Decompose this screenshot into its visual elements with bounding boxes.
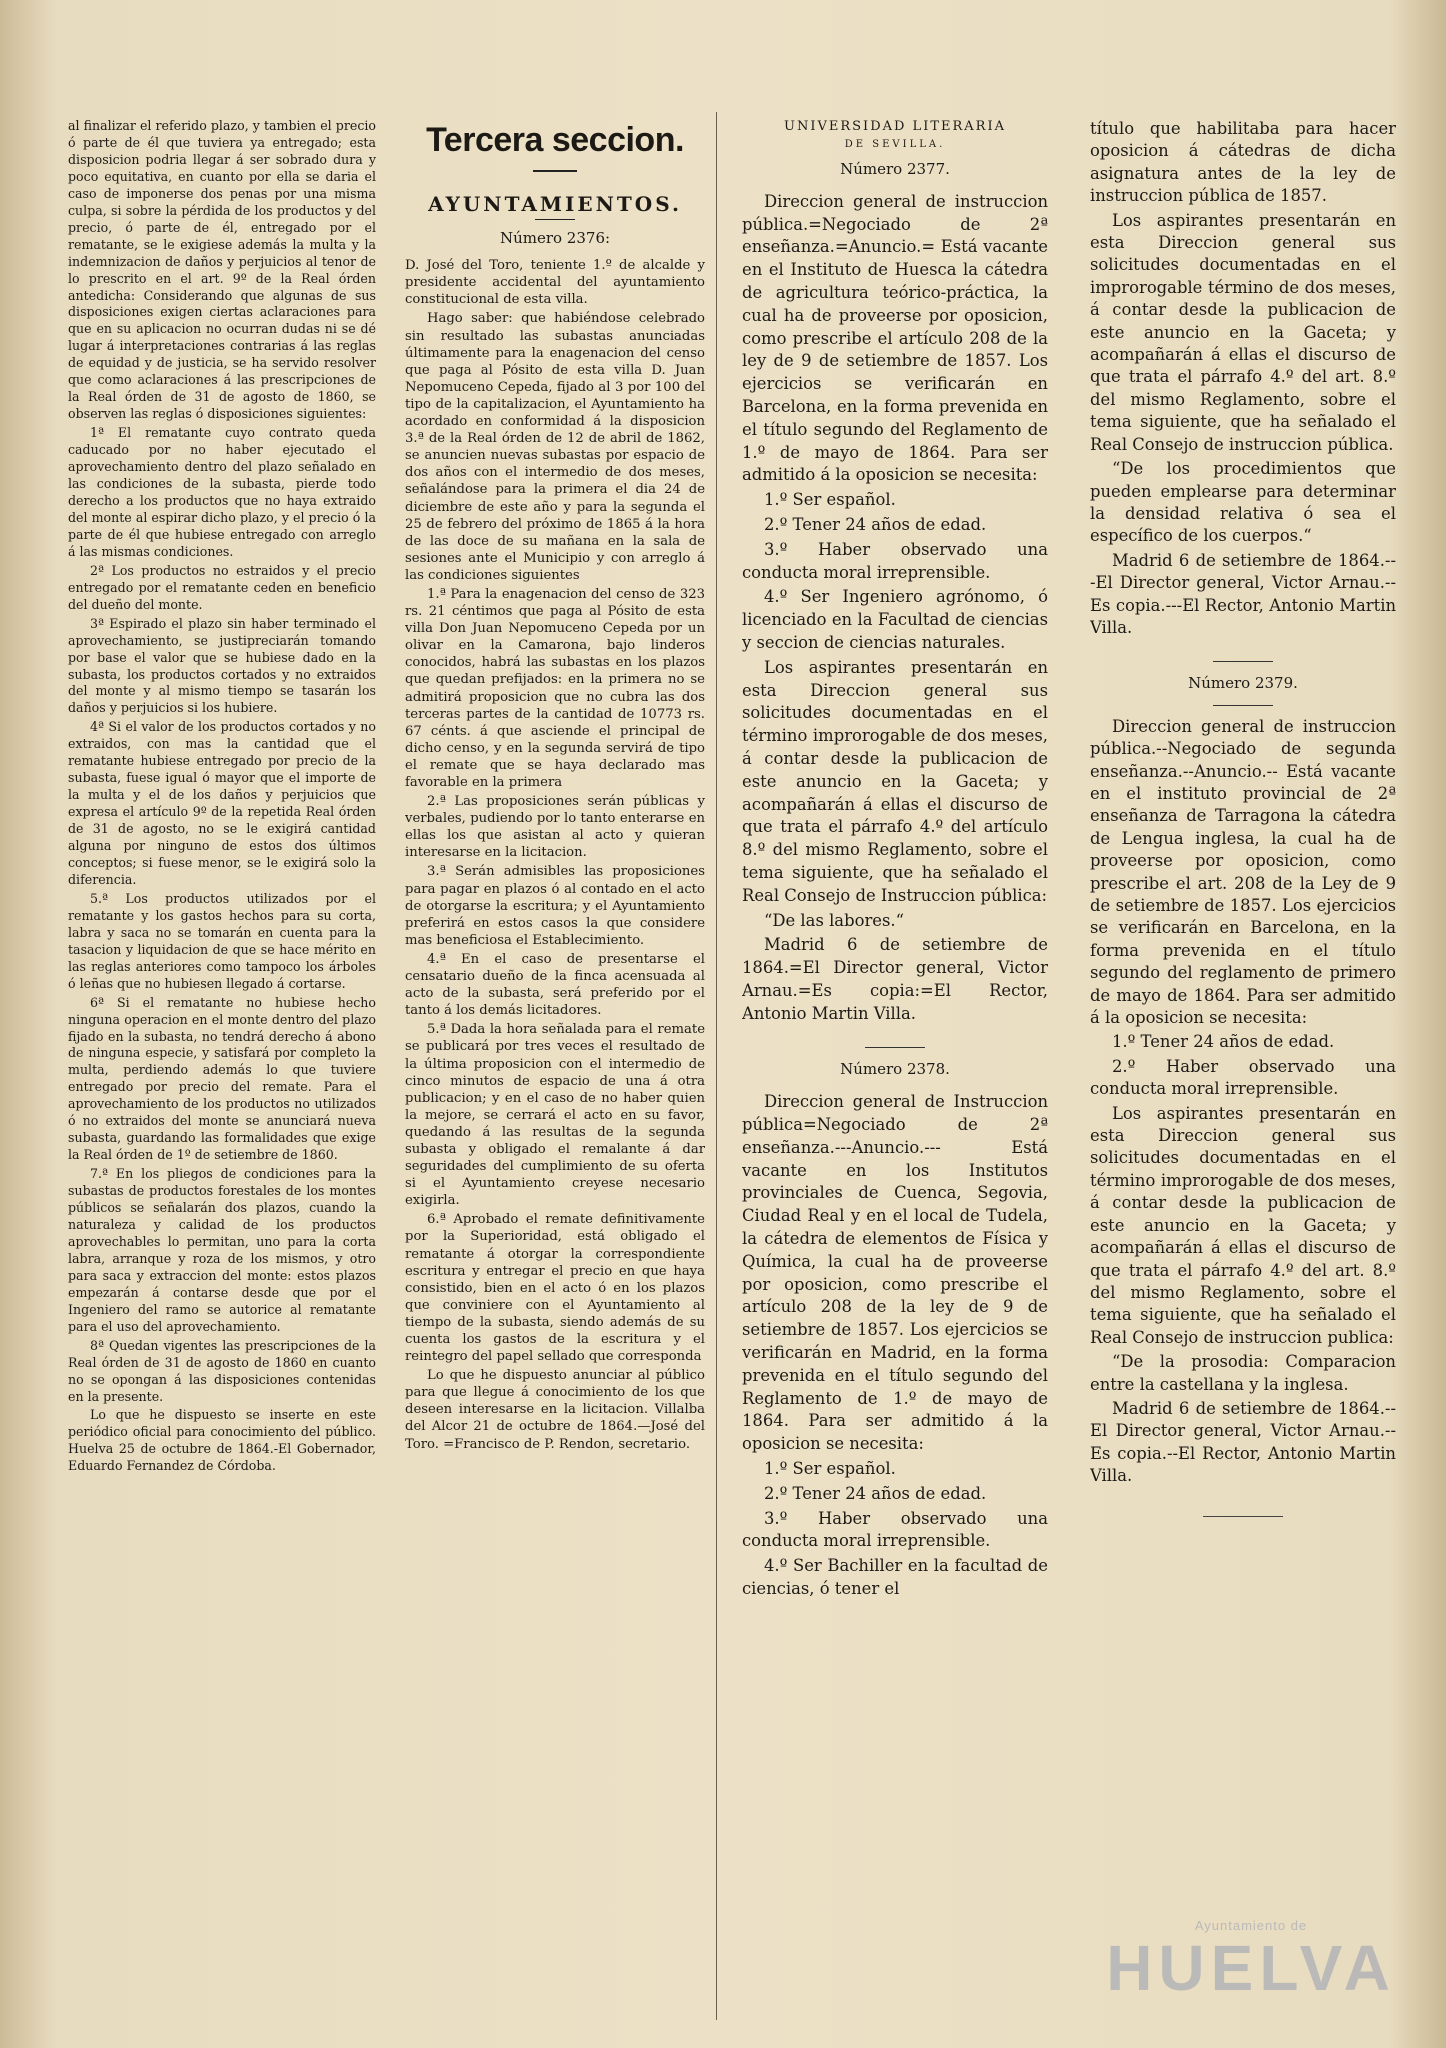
paragraph: Madrid 6 de setiembre de 1864.---El Director general, Victor Arnau.--Es copia.---El Rector, Antonio Martin Villa. [1090, 550, 1396, 637]
university-city: DE SEVILLA. [844, 139, 946, 150]
column-3 [742, 118, 1048, 2026]
paragraph: 1ª El rematante cuyo contrato queda caducado por no haber ejecutado el aprovechamiento dentro del plazo señalado en las condiciones de la subasta, pierde todo derecho a los productos que no haya extraido del monte al espirar dicho plazo, y el precio ó la parte de él que hubiese entregado con arreglo á las mismas condiciones. [68, 425, 376, 559]
section-title: Tercera seccion. [426, 121, 684, 159]
paragraph: 3.ª Serán admisibles las proposiciones para pagar en plazos ó al contado en el acto de otorgarse la escritura; y el Ayuntamiento preferirá en estos casos la que considere mas beneficiosa el Establecimiento. [405, 864, 705, 948]
paragraph: 2.ª Las proposiciones serán públicas y verbales, pudiendo por lo tanto enterarse en ellas los que asistan al acto y quieran interesarse en la licitacion. [405, 794, 705, 861]
paragraph: 1.º Ser español. [764, 490, 896, 510]
paragraph: Lo que he dispuesto se inserte en este periódico oficial para conocimiento del público. Huelva 25 de octubre de 1864.-El Gobernador, Eduardo Fernandez de Córdoba. [68, 1407, 376, 1474]
paragraph: Los aspirantes presentarán en esta Direccion general sus solicitudes documentadas en el término improrogable de dos meses, á contar desde la publicacion de este anuncio en la Gaceta; y acompañarán á ellas el discurso de que trata el párrafo 4.º del artículo 8.º del mismo Reglamento, sobre el tema siguiente, que ha señalado el Real Consejo de Instruccion pública: [742, 657, 1048, 905]
column-2 [405, 118, 705, 2026]
paragraph: 8ª Quedan vigentes las prescripciones de la Real órden de 31 de agosto de 1860 en cuanto no se opongan á las disposiciones contenidas en la presente. [68, 1337, 376, 1404]
paragraph: al finalizar el referido plazo, y tambien el precio ó parte de él que tuviera ya entregado; esta disposicion podria llegar á ser sobrado dura y poco equitativa, en cuanto por ella se daria el caso de imponerse dos penas por una misma culpa, si sobre la pérdida de los productos y del precio, ó parte de él, entregado por el rematante, se le exigiese además la multa y la indemnizacion de daños y perjuicios al tenor de lo prescrito en el art. 9º de la Real órden antedicha: Considerando que algunas de sus disposiciones exigen ciertas aclaraciones para que en su aplicacion no ocurran dudas ni se dé lugar á interpretaciones contrarias á las reglas de equidad y de justicia, se ha servido resolver que como aclaraciones á las prescripciones de la Real órden de 31 de agosto de 1860, se observen las reglas ó disposiciones siguientes: [68, 118, 376, 422]
section-heading: AYUNTAMIENTOS. [428, 192, 682, 216]
paragraph: Lo que he dispuesto anunciar al público para que llegue á conocimiento de los que deseen interesarse en la licitacion. Villalba del Alcor 21 de octubre de 1864.—José del Toro. =Francisco de P. Rendon, secretario. [405, 1368, 705, 1452]
paragraph: Madrid 6 de setiembre de 1864.=El Director general, Victor Arnau.=Es copia:=El Rector, Antonio Martin Villa. [742, 935, 1048, 1023]
notice-number: Número 2379. [1188, 674, 1298, 693]
paragraph: 4ª Si el valor de los productos cortados y no extraidos, con mas la cantidad que el rematante hubiese entregado por precio de la subasta, fuese igual ó mayor que el importe de la multa y el de los daños y perjuicios que expresa el artículo 9º de la repetida Real órden de 31 de agosto, no se le exigirá cantidad alguna por ninguno de estos dos últimos conceptos; si fuese menor, se le exigirá solo la diferencia. [68, 719, 376, 887]
paragraph: 3.º Haber observado una conducta moral irreprensible. [742, 1508, 1048, 1551]
paragraph: 2.º Tener 24 años de edad. [764, 1483, 987, 1503]
paragraph: 3ª Espirado el plazo sin haber terminado el aprovechamiento, se justipreciarán tomando por base el valor que se hubiese dado en la subasta, los productos cortados y no extraidos del monte y al mismo tiempo se tasarán los daños y perjuicios si los hubiere. [68, 615, 376, 716]
watermark-top: Ayuntamiento de [1194, 1918, 1308, 1933]
paragraph: Los aspirantes presentarán en esta Direccion general sus solicitudes documentadas en el improrogable término de dos meses, á contar desde la publicacion de este anuncio en la Gaceta; y acompañarán á ellas el discurso de que trata el párrafo 4.º del art. 8.º del mismo Reglamento, sobre el tema siguiente, que ha señalado el Real Consejo de instruccion pública. [1090, 210, 1396, 454]
column-4 [1090, 118, 1396, 2026]
paragraph: “De la prosodia: Comparacion entre la castellana y la inglesa. [1090, 1352, 1396, 1394]
paragraph: Direccion general de Instruccion pública=Negociado de 2ª enseñanza.---Anuncio.--- Está vacante en los Institutos provinciales de Cuenca, Segovia, Ciudad Real y en el local de Tudela, la cátedra de elementos de Física y Química, la cual ha de proveerse por oposicion, como prescribe el artículo 208 de la ley de 9 de setiembre de 1857. Los ejercicios se verificarán en Madrid, en la forma prevenida en el título segundo del Reglamento de 1.º de mayo de 1864. Para ser admitido á la oposicion se necesita: [742, 1092, 1048, 1454]
paragraph: 2.º Haber observado una conducta moral irreprensible. [1090, 1056, 1396, 1099]
paragraph: Los aspirantes presentarán en esta Direccion general sus solicitudes documentadas en el término improrogable de dos meses, á contar desde la publicacion de este anuncio en la Gaceta; y acompañarán á ellas el discurso de que trata el párrafo 4.º del art. 8.º del mismo Reglamento, sobre el tema siguiente, que ha señalado el Real Consejo de instruccion publica: [1090, 1103, 1396, 1347]
divider [1213, 705, 1273, 706]
watermark-main: HUELVA [1106, 1932, 1396, 2004]
paragraph: Madrid 6 de setiembre de 1864.--El Director general, Victor Arnau.--Es copia.--El Rector, Antonio Martin Villa. [1090, 1398, 1396, 1486]
university-name: UNIVERSIDAD LITERARIA [784, 119, 1006, 134]
paragraph: título que habilitaba para hacer oposicion á cátedras de dicha asignatura antes de la ley de instruccion pública de 1857. [1090, 119, 1396, 206]
paragraph: 6ª Si el rematante no hubiese hecho ninguna operacion en el monte dentro del plazo fijado en la subasta, no tendrá derecho á abono de ninguna especie, y satisfará por completo la multa, perdiendo además lo que tuviere entregado por precio del remate. Para el aprovechamiento de los productos no utilizados ó no extraidos del monte se anunciará nueva subasta, guardando las formalidades que exige la Real órden de 1º de setiembre de 1860. [68, 994, 376, 1163]
column-rule [716, 112, 717, 2020]
paragraph: 7.ª En los pliegos de condiciones para la subastas de productos forestales de los montes públicos se señalarán dos plazos, cuando la naturaleza y calidad de los productos aprovechables lo permitan, uno para la corta labra, arranque y roza de los mismos, y otro para saca y extraccion del monte: estos plazos empezarán á contarse desde que por el Ingeniero del ramo se autorice al rematante para el uso del aprovechamiento. [68, 1166, 376, 1334]
paragraph: “De los procedimientos que pueden emplearse para determinar la densidad relativa ó sea el específico de los cuerpos.“ [1090, 459, 1396, 546]
divider [1203, 1516, 1283, 1517]
paragraph: 6.ª Aprobado el remate definitivamente por la Superioridad, está obligado el rematante á otorgar la correspondiente escritura y entregar el precio en que haya consistido, bien en el acto ó en los plazos que conviniere con el Ayuntamiento al tiempo de la subasta, siendo además de su cuenta los gastos de la escritura y el reintegro del papel sellado que corresponda [405, 1212, 705, 1365]
paragraph: Direccion general de instruccion pública.=Negociado de 2ª enseñanza.=Anuncio.= Está vacante en el Instituto de Huesca la cátedra de agricultura teórico-práctica, la cual ha de proveerse por oposicion, como prescribe el artículo 208 de la ley de 9 de setiembre de 1857. Los ejercicios se verificarán en Barcelona, en la forma prevenida en el título segundo del Reglamento de 1.º de mayo de 1864. Para ser admitido á la oposicion se necesita: [742, 191, 1048, 485]
paragraph: Hago saber: que habiéndose celebrado sin resultado las subastas anunciadas últimamente para la enagenacion del censo que paga al Pósito de esta villa D. Juan Nepomuceno Cepeda, fijado al 3 por 100 del tipo de la capitalizacion, el Ayuntamiento ha acordado en conformidad á la disposicion 3.ª de la Real órden de 12 de abril de 1862, se anuncien nuevas subastas por espacio de dos años con el intermedio de dos meses, señalándose para la primera el dia 24 de diciembre de este año y para la segunda el 25 de febrero del próximo de 1865 á la hora de las doce de su mañana en la sala de sesiones ante el Municipio y con arreglo á las condiciones siguientes [405, 311, 705, 583]
notice-number: Número 2376: [499, 229, 611, 248]
paragraph: Direccion general de instruccion pública.--Negociado de segunda enseñanza.--Anuncio.-- Está vacante en el instituto provincial de 2ª enseñanza de Tarragona la cátedra de Lengua inglesa, la cual ha de proveerse por oposicion, como prescribe el art. 208 de la Ley de 9 de setiembre de 1857. Los ejercicios se verificarán en Barcelona, en la forma prevenida en el título segundo del reglamento de primero de mayo de 1864. Para ser admitido á la oposicion se necesita: [1090, 716, 1396, 1028]
paragraph: 1.º Ser español. [764, 1459, 896, 1479]
divider [865, 1047, 925, 1048]
notice-intro: D. José del Toro, teniente 1.º de alcalde y presidente accidental del ayuntamiento constitucional de esta villa. [405, 258, 705, 308]
archive-watermark [1086, 1878, 1416, 2028]
paragraph: 5.ª Los productos utilizados por el rematante y los gastos hechos para su corta, labra y saca no se tomarán en cuenta para la tasacion y liquidacion de que se hace mérito en las reglas anteriores como tampoco los árboles ó leñas que no hubiesen llegado á cortarse. [68, 890, 376, 991]
paragraph: 2ª Los productos no estraidos y el precio entregado por el rematante ceden en beneficio del dueño del monte. [68, 562, 376, 612]
divider [533, 170, 577, 172]
paragraph: 2.º Tener 24 años de edad. [764, 514, 987, 534]
divider [535, 219, 575, 220]
paragraph: 4.º Ser Ingeniero agrónomo, ó licenciado en la Facultad de ciencias y seccion de ciencias naturales. [742, 587, 1048, 652]
paragraph: 4.º Ser Bachiller en la facultad de ciencias, ó tener el [742, 1556, 1048, 1599]
notice-number: Número 2377. [840, 160, 950, 178]
paragraph: 1.º Tener 24 años de edad. [1112, 1032, 1335, 1052]
paragraph: 1.ª Para la enagenacion del censo de 323 rs. 21 céntimos que paga al Pósito de esta villa Don Juan Nepomuceno Cepeda por un olivar en la Camarona, bajo linderos conocidos, habrá las subastas en los plazos que quedan prefijados: en la primera no se admitirá proposicion que no cubra las dos terceras partes de la cantidad de 10773 rs. 67 cénts. á que asciende el principal de dicho censo, y en la segunda servirá de tipo el remate que se haya declarado mas favorable en la primera [405, 586, 705, 790]
notice-number: Número 2378. [840, 1060, 950, 1079]
paragraph: 4.ª En el caso de presentarse el censatario dueño de la finca acensuada al acto de la subasta, será preferido por el tanto á los demás licitadores. [405, 951, 705, 1019]
paragraph: “De las labores.“ [764, 910, 904, 930]
divider [1213, 661, 1273, 662]
paragraph: 3.º Haber observado una conducta moral irreprensible. [742, 539, 1048, 582]
column-1 [68, 118, 376, 2026]
paragraph: 5.ª Dada la hora señalada para el remate se publicará por tres veces el resultado de la última proposicion con el intermedio de cinco minutos de espacio de una á otra publicacion; y en el caso de no haber quien la mejore, se cerrará el acto en su favor, quedando á las resultas de la segunda subasta y obligado el remalante á dar seguridades del cumplimiento de su oferta si el Ayuntamiento creyese necesario exigirla. [405, 1022, 705, 1209]
